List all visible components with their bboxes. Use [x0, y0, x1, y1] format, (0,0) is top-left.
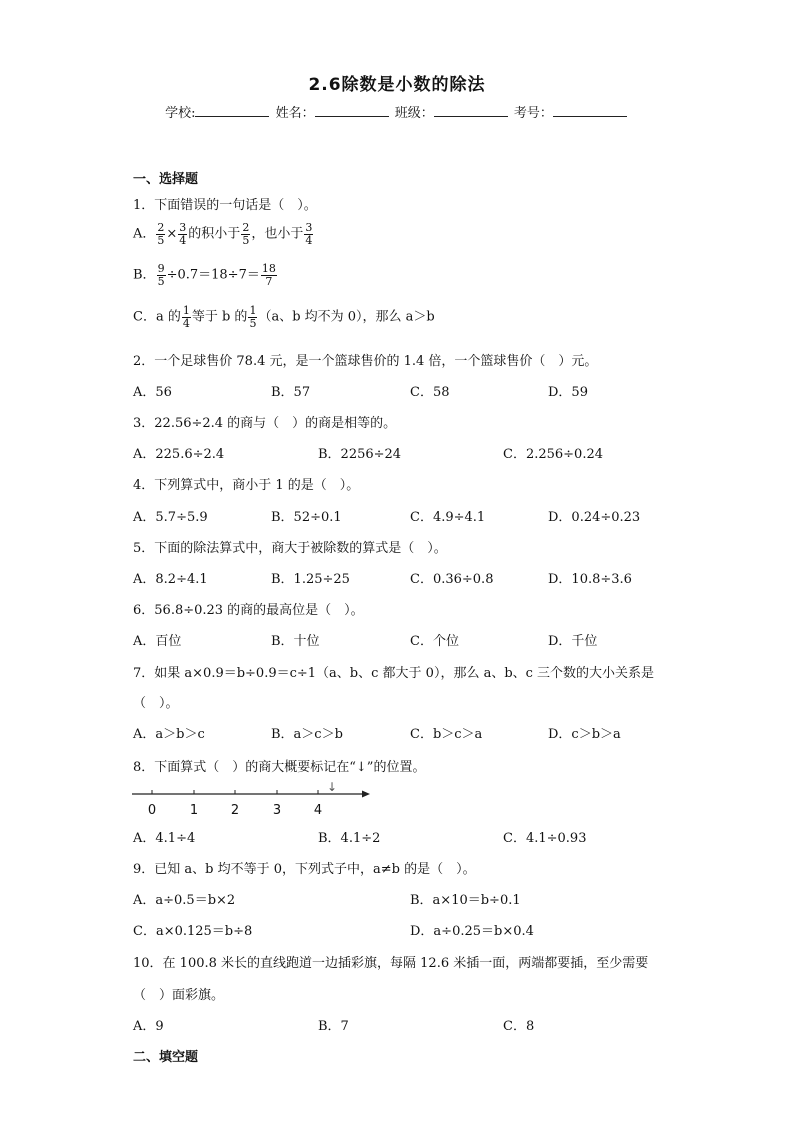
fraction: $\frac{2}{5}$: [242, 221, 250, 247]
q2-option-d[interactable]: D．59: [548, 385, 588, 400]
section-fill-heading: 二、填空题: [133, 1050, 199, 1065]
q1-option-c: C．a 的 $\frac{1}{4}$ 等于 b 的 $\frac{1}{5}$ （a、b 均不为 0），那么 a＞b: [133, 304, 435, 330]
number-line: [130, 780, 380, 820]
q2-option-b[interactable]: B．57: [271, 385, 311, 400]
down-arrow-marker: ↓: [326, 780, 338, 794]
page-title: 2.6除数是小数的除法: [308, 75, 486, 95]
q6-stem: 6．56.8÷0.23 的商的最高位是（ ）。: [133, 603, 364, 618]
school-label: 学校:: [165, 106, 196, 121]
q3-option-a[interactable]: A．225.6÷2.4: [133, 447, 225, 462]
q6-option-b[interactable]: B．十位: [271, 634, 320, 649]
q4-option-d[interactable]: D．0.24÷0.23: [548, 510, 641, 525]
q4-option-a[interactable]: A．5.7÷5.9: [133, 510, 208, 525]
name-label: 姓名：: [275, 106, 315, 121]
fraction: $\frac{3}{4}$: [179, 221, 187, 247]
q7-option-c[interactable]: C．b＞c＞a: [410, 727, 483, 742]
q2-stem: 2．一个足球售价 78.4 元，是一个篮球售价的 1.4 倍，一个篮球售价（ ）元。: [133, 354, 598, 369]
q10-stem: 10．在 100.8 米长的直线跑道一边插彩旗，每隔 12.6 米插一面，两端都要插，至少需要: [133, 956, 649, 971]
q4-option-b[interactable]: B．52÷0.1: [271, 510, 342, 525]
q3-option-c[interactable]: C．2.256÷0.24: [503, 447, 604, 462]
q6-option-c[interactable]: C．个位: [410, 634, 459, 649]
q9-option-d[interactable]: D．a÷0.25＝b×0.4: [410, 924, 534, 939]
q3-stem: 3．22.56÷2.4 的商与（ ）的商是相等的。: [133, 416, 397, 431]
class-label: 班级：: [394, 106, 434, 121]
q7-option-a[interactable]: A．a＞b＞c: [133, 727, 205, 742]
tick-label-3: 3: [272, 803, 282, 818]
name-blank[interactable]: [315, 104, 389, 117]
q5-option-b[interactable]: B．1.25÷25: [271, 572, 350, 587]
q7-stem: 7．如果 a×0.9＝b÷0.9＝c÷1（a、b、c 都大于 0），那么 a、b、c 三个数的大小关系是: [133, 666, 655, 681]
q8-option-b[interactable]: B．4.1÷2: [318, 831, 381, 846]
q9-option-a[interactable]: A．a÷0.5＝b×2: [133, 893, 236, 908]
q10-option-c[interactable]: C．8: [503, 1019, 535, 1034]
q9-stem: 9．已知 a、b 均不等于 0，下列式子中，a≠b 的是（ ）。: [133, 862, 476, 877]
q2-option-c[interactable]: C．58: [410, 385, 450, 400]
q7-stem-continued: （ ）。: [133, 696, 179, 711]
number-line-arrowhead: [362, 791, 370, 798]
school-blank[interactable]: [195, 104, 269, 117]
q4-stem: 4．下列算式中，商小于 1 的是（ ）。: [133, 478, 360, 493]
q5-option-d[interactable]: D．10.8÷3.6: [548, 572, 632, 587]
q7-option-b[interactable]: B．a＞c＞b: [271, 727, 343, 742]
fraction: $\frac{1}{4}$: [182, 304, 190, 330]
tick-label-1: 1: [189, 803, 199, 818]
fraction: $\frac{2}{5}$: [157, 221, 165, 247]
q9-option-c[interactable]: C．a×0.125＝b÷8: [133, 924, 253, 939]
number-label: 考号：: [513, 106, 553, 121]
q10-stem-continued: （ ）面彩旗。: [133, 988, 225, 1003]
fraction: $\frac{9}{5}$: [157, 262, 165, 288]
q8-option-a[interactable]: A．4.1÷4: [133, 831, 196, 846]
q8-option-c[interactable]: C．4.1÷0.93: [503, 831, 587, 846]
fraction: $\frac{3}{4}$: [305, 221, 313, 247]
number-blank[interactable]: [553, 104, 627, 117]
tick-label-0: 0: [147, 803, 157, 818]
q8-stem: 8．下面算式（ ）的商大概要标记在“↓”的位置。: [133, 760, 426, 775]
q1-option-b: B． $\frac{9}{5}$ ÷0.7＝18÷7＝ $\frac{18}{7}$: [133, 262, 276, 288]
q3-option-b[interactable]: B．2256÷24: [318, 447, 402, 462]
q2-option-a[interactable]: A．56: [133, 385, 172, 400]
class-blank[interactable]: [434, 104, 508, 117]
q1-stem: 1．下面错误的一句话是（ ）。: [133, 198, 317, 213]
student-info-line: [0, 102, 794, 121]
q6-option-d[interactable]: D．千位: [548, 634, 598, 649]
q10-option-b[interactable]: B．7: [318, 1019, 349, 1034]
fraction: $\frac{18}{7}$: [261, 262, 276, 288]
section-choice-heading: 一、选择题: [133, 172, 199, 187]
q5-option-c[interactable]: C．0.36÷0.8: [410, 572, 494, 587]
q1-option-a: A． $\frac{2}{5}$ × $\frac{3}{4}$ 的积小于 $\frac{2}{5}$ ，也小于 $\frac{3}{4}$: [133, 221, 313, 247]
tick-label-2: 2: [230, 803, 240, 818]
q9-option-b[interactable]: B．a×10＝b÷0.1: [410, 893, 521, 908]
q4-option-c[interactable]: C．4.9÷4.1: [410, 510, 486, 525]
q7-option-d[interactable]: D．c＞b＞a: [548, 727, 621, 742]
q6-option-a[interactable]: A．百位: [133, 634, 182, 649]
fraction: $\frac{1}{5}$: [249, 304, 257, 330]
q10-option-a[interactable]: A．9: [133, 1019, 164, 1034]
tick-label-4: 4: [313, 803, 323, 818]
q5-stem: 5．下面的除法算式中，商大于被除数的算式是（ ）。: [133, 541, 447, 556]
q5-option-a[interactable]: A．8.2÷4.1: [133, 572, 208, 587]
